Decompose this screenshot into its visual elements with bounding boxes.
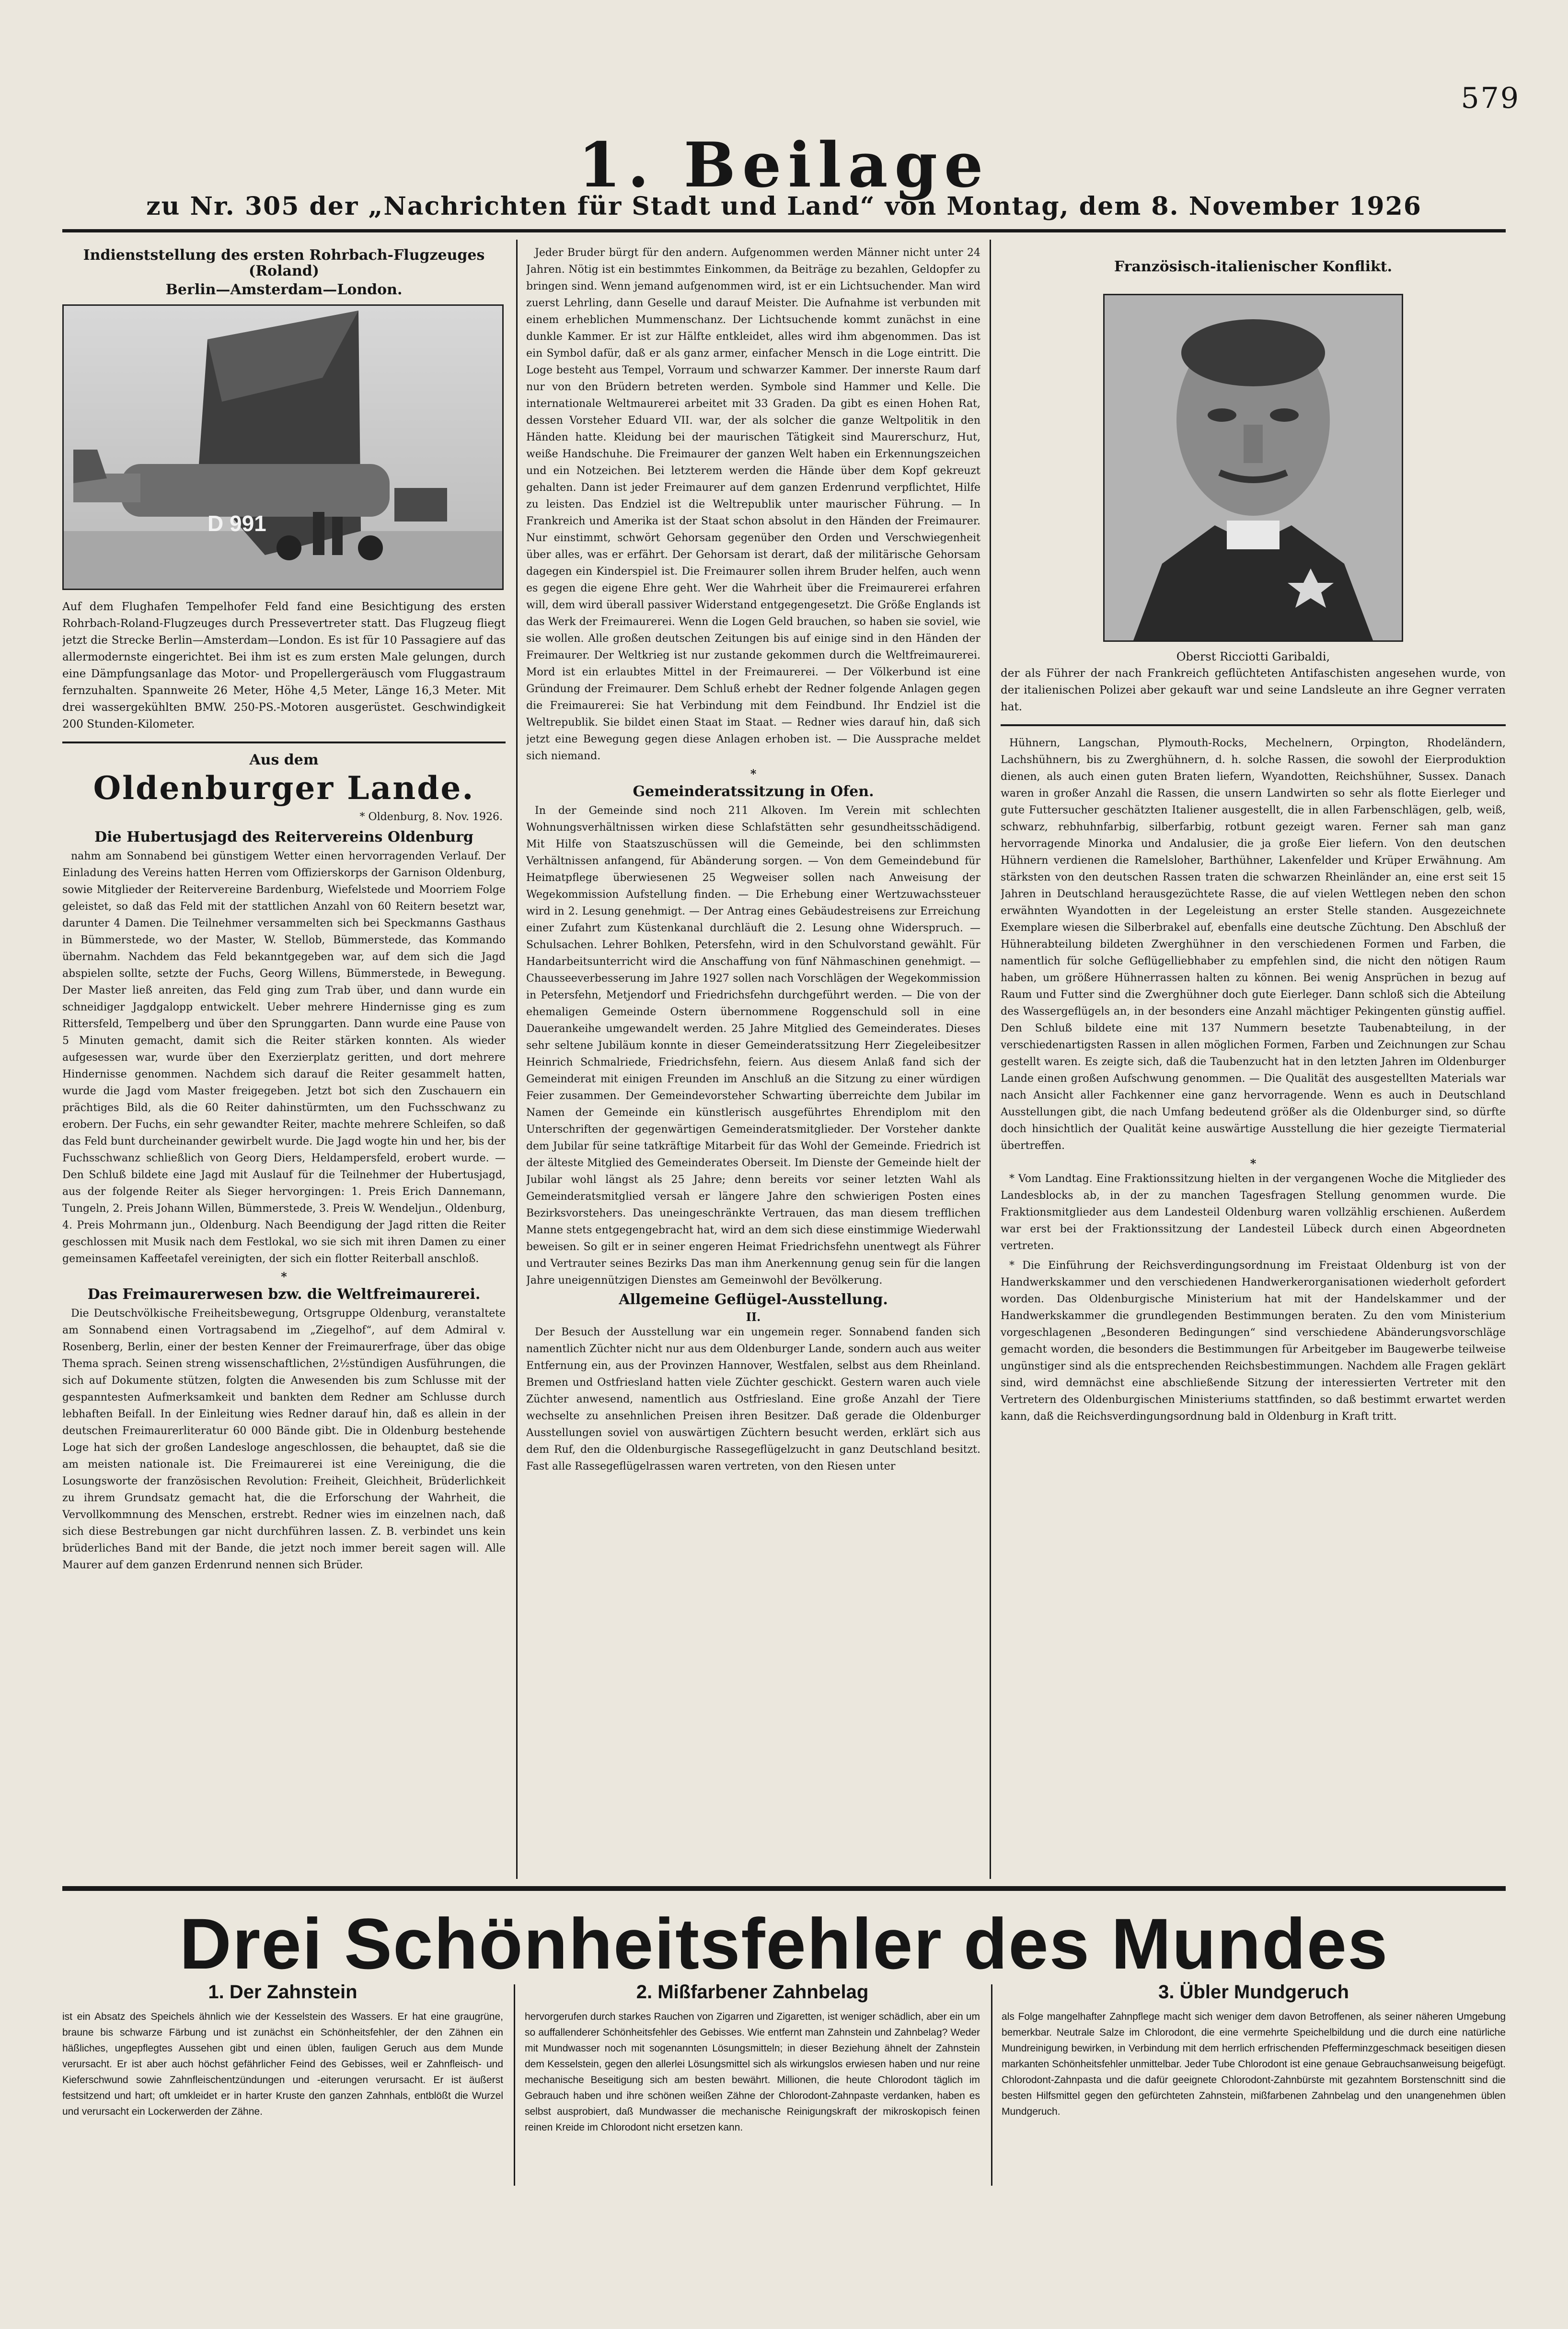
advertisement-top-rule	[62, 1886, 1506, 1891]
article-heading-freimaurer: Das Freimaurerwesen bzw. die Weltfreimaurerei.	[87, 1286, 481, 1303]
page-number: 579	[1461, 81, 1520, 115]
left-column	[62, 244, 506, 1879]
separator-star: *	[281, 1269, 287, 1284]
article-body-freimaurer-continued: Jeder Bruder bürgt für den andern. Aufgenommen werden Männer nicht unter 24 Jahren. Nötig ist ein bestimmtes Einkommen, da Beiträge zu bezahlen, Geldopfer zu bringen sind. Wenn jemand aufgenommen wird, ist er ein Lichtsuchender. Man wird zuerst Lehrling, dann Geselle und darauf Meister. Die Aufnahme ist verbunden mit einem erheblichen Mummenschanz. Der Lichtsuchende kommt zunächst in eine dunkle Kammer. Er ist zur Hälfte entkleidet, alles wird ihm abgenommen. Das ist ein Symbol dafür, daß er als ganz armer, einfacher Mensch in die Loge eintritt. Die Loge besteht aus Tempel, Vorraum und schwarzer Kammer. Der innerste Raum darf nur von den Brüdern betreten werden. Symbole sind Hammer und Kelle. Die internationale Weltmaurerei arbeitet mit 33 Graden. Da gibt es einen Hohen Rat, dessen Vorsteher Eduard VII. war, der als solcher die ganze Weltpolitik in den Händen hatte. Kleidung bei der maurischen Tätigkeit sind Maurerschurz, Hut, weiße Handschuhe. Die Freimaurer der ganzen Welt haben ein Erkennungszeichen und ein Notzeichen. Bei letzterem werden die Hände über dem Kopf gekreuzt gehalten. Dann ist jeder Freimaurer auf dem ganzen Erdenrund verpflichtet, Hilfe zu leisten. Das Endziel ist die Weltrepublik unter maurischer Führung. — In Frankreich und Amerika ist der Staat schon absolut in den Händen der Freimaurer. Nur einstimmt, schwört Gehorsam gegenüber den Orden und Verschwiegenheit über alles, was er erfährt. Der Gehorsam ist derart, daß der militärische Gehorsam dagegen ein Kinderspiel ist. Die Freimaurer sollen ihrem Bruder helfen, auch wenn es gegen die eigene Ehre geht. Wer die Wahrheit über die Freimaurerei erfahren will, dem wird überall passiver Widerstand entgegengesetzt. Die Größe Englands ist das Werk der Freimaurerei. Wenn die Logen Geld brauchen, so haben sie soviel, wie sie wollen. Alle großen deutschen Zeitungen bis auf einige sind in den Händen der Freimaurer. Der Weltkrieg ist nur zustande gekommen durch die Weltfreimaurerei. Mord ist ein erlaubtes Mittel in der Freimaurerei. — Der Völkerbund ist eine Gründung der Freimaurer. Dem Schluß erhebt der Redner folgende Anlagen gegen die Freimaurerei: Sie hat Verbindung mit dem Feindbund. Ihr Endziel ist die Weltrepublik. Sie bildet einen Staat im Staat. — Redner wies darauf hin, daß sich jetzt eine Bewegung gegen diese Anlagen erhoben ist. — Die Aussprache meldet sich niemand.	[526, 247, 980, 762]
portrait-illustration	[1105, 295, 1402, 640]
advertisement-heading-2: 2. Mißfarbener Zahnbelag	[636, 1981, 869, 2003]
section-rule	[62, 742, 506, 743]
section-title: Oldenburger Lande.	[93, 769, 475, 807]
article-body-hubertusjagd: nahm am Sonnabend bei günstigem Wetter einen hervorragenden Verlauf. Der Einladung des Vereins hatten Herren vom Offizierskorps der Garnison Oldenburg, sowie Mitglieder der Reitervereine Bardenburg, Wiefelstede und Moorriem Folge geleistet, so daß das Feld mit der stattlichen Anzahl von 60 Reitern besetzt war, darunter 4 Damen. Die Teilnehmer versammelten sich bei Speckmanns Gasthaus in Bümmerstede, wo der Master, W. Stellob, Bümmerstede, das Kommando übernahm. Nachdem das Feld bekanntgegeben war, auf dem sich die Jagd abspielen sollte, setzte der Fuchs, Georg Willens, Bümmerstede, in Bewegung. Der Master ließ anreiten, das Feld ging zum Trab über, und dann wurde ein schneidiger Jagdgalopp entwickelt. Ueber mehrere Hindernisse ging es zum Rittersfeld, Tempelberg und über den Sprunggarten. Dann wurde eine Pause von 5 Minuten gemacht, damit sich die Reiter stärken konnten. Als wieder aufgesessen war, wurde über den Exerzierplatz geritten, und dort mehrere Hindernisse genommen. Nachdem sich darauf die Reiter gesammelt hatten, wurde die Jagd vom Master freigegeben. Jetzt bot sich den Zuschauern ein prächtiges Bild, als die 60 Reiter dahinstürmten, um den Fuchsschwanz zu erobern. Der Fuchs, ein sehr gewandter Reiter, machte mehrere Schleifen, so daß das Feld bunt durcheinander gewirbelt wurde. Die Jagd wogte hin und her, bis der Fuchsschwanz schließlich von Georg Diers, Heldampersfeld, erobert wurde. — Den Schluß bildete eine Jagd mit Auslauf für die Teilnehmer der Hubertusjagd, aus der folgende Reiter als Sieger hervorgingen: 1. Preis Erich Dannemann, Tungeln, 2. Preis Johann Willen, Bümmerstede, 3. Preis W. Wendeljun., Oldenburg, 4. Preis Mohrmann jun., Oldenburg. Nach Beendigung der Jagd ritten die Reiter geschlossen mit Musik nach dem Festlokal, wo sie sich mit ihren Damen zu einer gemeinsamen Kaffeetafel vereinigten, der sich ein flotter Reiterball anschloß.	[62, 850, 506, 1265]
article-body-gefluegel: Der Besuch der Ausstellung war ein ungemein reger. Sonnabend fanden sich namentlich Züchter nicht nur aus dem Oldenburger Lande, sondern auch aus weiter Entfernung ein, aus der Provinzen Hannover, Westfalen, selbst aus dem Rheinland. Bremen und Ostfriesland hatten viele Züchter geschickt. Gestern waren auch viele Züchter anwesend, namentlich aus Ostfriesland. Eine große Anzahl der Tiere wechselte zu ansehnlichen Preisen ihren Besitzer. Daß gerade die Oldenburger Ausstellungen soviel von auswärtigen Züchtern besucht werden, erklärt sich aus dem Ruf, den die Oldenburgische Rassegeflügelzucht in ganz Deutschland besitzt. Fast alle Rassegeflügelrassen waren vertreten, von den Riesen unter	[526, 1326, 980, 1472]
article-heading-gemeinderat: Gemeinderatssitzung in Ofen.	[633, 783, 874, 800]
advertisement-heading-1: 1. Der Zahnstein	[208, 1981, 357, 2003]
portrait-photo	[1103, 294, 1403, 642]
article-subheading-route: Berlin—Amsterdam—London.	[165, 281, 403, 298]
article-heading-rohrbach: Indienststellung des ersten Rohrbach-Flugzeuges (Roland)	[83, 247, 485, 279]
article-body-gemeinderat: In der Gemeinde sind noch 211 Alkoven. Im Verein mit schlechten Wohnungsverhältnissen wirken diese Schlafstätten sehr gesundheitsschädigend. Mit Hilfe von Staatszuschüssen will die Gemeinde, bei den schlimmsten Verhältnissen anfangend, für Abänderung sorgen. — Von dem Gemeindebund für Heimatpflege überwiesenen 25 Wegweiser sollen nach Anweisung der Wegekommission Aufstellung finden. — Die Erhebung einer Wertzuwachssteuer wird in 2. Lesung genehmigt. — Der Antrag eines Gebäudestreisens zur Erreichung einer Zufahrt zum Küstenkanal durchläuft die 2. Lesung ohne Widerspruch. — Schulsachen. Lehrer Bohlken, Petersfehn, wird in den Schulvorstand gewählt. Für Handarbeitsunterricht wird die Anschaffung von fünf Nähmaschinen genehmigt. — Chausseeverbesserung im Jahre 1927 sollen nach Vorschlägen der Wegekommission in Petersfehn, Metjendorf und Friedrichsfehn durchgeführt werden. — Die von der ehemaligen Gemeinde Ostern übernommene Roggenschuld soll in eine Dauerankeihe umgewandelt werden. 25 Jahre Mitglied des Gemeinderates. Dieses sehr seltene Jubiläum konnte in dieser Gemeinderatssitzung Herr Ziegeleibesitzer Heinrich Schmalriede, Friedrichsfehn, feiern. Aus diesem Anlaß fand sich der Gemeinderat mit einigen Freunden im Anschluß an die Sitzung zu einer würdigen Feier zusammen. Der Gemeindevorsteher Schwarting überreichte dem Jubilar im Namen der Gemeinde ein künstlerisch ausgeführtes Ehrendiplom mit den Unterschriften der gegenwärtigen Gemeinderatsmitglieder. Der Vorsteher dankte dem Jubilar für seine tatkräftige Mitarbeit für das Wohl der Gemeinde. Friedrich ist der älteste Mitglied des Gemeinderates Oberseit. Im Dienste der Gemeinde hielt der Jubilar wohl längst als 25 Jahre; denn bereits vor seiner letzten Wahl als Gemeinderatsmitglied versah er längere Jahre den schwierigen Posten eines Bezirksvorstehers. Das uneingeschränkte Vertrauen, das man diesem trefflichen Manne stets entgegengebracht hat, wird an dem sich diese einstimmige Wiederwahl beweisen. So gilt er in seiner engeren Heimat Friedrichsfehn unentwegt als Führer und Vertrauter seines Bezirks Das man ihm Anerkennung genug sein für die langen Jahre uneigennützigen Dienstes am Gemeinwohl der Bevölkerung.	[526, 805, 980, 1286]
article-heading-konflikt: Französisch-italienischer Konflikt.	[1114, 258, 1393, 275]
separator-star: *	[750, 767, 757, 781]
article-body-gefluegel-continued: Hühnern, Langschan, Plymouth-Rocks, Mechelnern, Orpington, Rhodeländern, Lachshühnern, bis zu Zwerghühnern, d. h. solche Rassen, die sowohl der Eierproduktion dienen, als auch einen guten Braten liefern, Wyandotten, Reichshühner, Sussex. Danach waren in großer Anzahl die Rassen, die unsern Landwirten so sehr als flotte Eierleger und gute Futtersucher geschätzten Italiener ausgestellt, die in allen Farbenschlägen, gelb, weiß, schwarz, rebhuhnfarbig, silberfarbig, rotbunt gezeigt waren. Ferner sah man ganz hervorragende Minorka und Andalusier, die ja große Eier liefern. Von den deutschen Hühnern verdienen die Ramelsloher, Barthühner, Lakenfelder und Krüper Erwähnung. Am stärksten von den deutschen Rassen traten die schwarzen Rheinländer an, eine erst seit 15 Jahren in Deutschland herausgezüchtete Rasse, die auf vielen Wettlegen neben den schon erwähnten Wyandotten in der Legeleistung an erster Stelle standen. Ausgezeichnete Exemplare wiesen die Silberbrakel auf, ebenfalls eine deutsche Züchtung. Den Abschluß der Hühnerabteilung bildeten Zwerghühner in den verschiedenen Formen und Farben, die namentlich für solche Geflügelliebhaber zu empfehlen sind, die nicht den nötigen Raum haben, um größere Hühnerrassen halten zu können. Bei wenig Ansprüchen in bezug auf Raum und Futter sind die Zwerghühner doch gute Eierleger. Dann schloß sich die Abteilung des Wassergeflügels an, in der besonders eine Anzahl mächtiger Pekingenten günstig auffiel. Den Schluß bildete eine mit 137 Nummern besetzte Taubenabteilung, in der verschiedenartigsten Rassen in allen möglichen Formen, Farben und Zeichnungen zur Schau gestellt waren. Es zeigte sich, daß die Taubenzucht hat in den letzten Jahren im Oldenburger Lande einen großen Aufschwung genommen. — Die Qualität des ausgestellten Materials war nach Ansicht aller Fachkenner eine ganz hervorragende. Wenn es auch in Deutschland Ausstellungen gibt, die nach Umfang bedeutend größer als die Oldenburger sind, so dürfte doch hinsichtlich der Qualität keine auswärtige Ausstellung die hier gezeigte Tiermaterial übertreffen.	[1001, 737, 1506, 1152]
supplement-title: 1. Beilage	[578, 129, 990, 201]
article-heading-gefluegel: Allgemeine Geflügel-Ausstellung.	[619, 1291, 888, 1308]
advertisement-heading-3: 3. Übler Mundgeruch	[1158, 1981, 1349, 2003]
article-part-number: II.	[746, 1310, 761, 1324]
advertisement-title: Drei Schönheitsfehler des Mundes	[179, 1903, 1389, 1984]
airplane-photo	[62, 304, 504, 590]
portrait-caption-name: Oberst Ricciotti Garibaldi,	[1176, 650, 1330, 663]
middle-column	[526, 244, 980, 1879]
article-heading-hubertusjagd: Die Hubertusjagd des Reitervereins Oldenburg	[94, 828, 473, 846]
advertisement-text-1: ist ein Absatz des Speichels ähnlich wie der Kesselstein des Wassers. Er hat eine graugrüne, braune bis schwarze Färbung und ist zunächst ein Schönheitsfehler, der den Zähnen ein häßliches, ungepflegtes Aussehen gibt und einen üblen, fauligen Geruch aus dem Munde verursacht. Er ist aber auch höchst gefährlicher Feind des Gebisses, weil er Zahnfleisch- und Kieferschwund sowie Zahnfleischentzündungen und -eiterungen verursacht. Er ist äußerst festsitzend und hart; oft umkleidet er in harter Kruste den ganzen Zahnhals, entblößt die Wurzel und verursacht ein Lockerwerden der Zähne.	[62, 2011, 503, 2117]
advertisement-column-3	[1002, 1981, 1506, 2120]
portrait-caption-text: der als Führer der nach Frankreich geflüchteten Antifaschisten angesehen wurde, von der italienischen Polizei aber gekauft war und seine Landsleute an ihre Gegner verraten hat.	[1001, 667, 1506, 713]
article-body-reichsverdingung: * Die Einführung der Reichsverdingungsordnung im Freistaat Oldenburg ist von der Handwerkskammer und den verschiedenen Handwerkerorganisationen wiederholt gefordert worden. Das Oldenburgische Ministerium hat mit der Handelskammer und der Handwerkskammer die grundlegenden Bestimmungen beraten. Zu den vom Ministerium vorgeschlagenen „Besonderen Bedingungen“ sind verschiedene Abänderungsvorschläge gemacht worden, die besonders die Bestimmungen für Arbeitgeber im Baugewerbe teilweise ungünstiger sind als die entsprechenden Reichsbestimmungen. Nachdem alle Fragen geklärt sind, wird demnächst eine abschließende Sitzung der interessierten Vertreter mit den Vertretern des Oldenburgischen Ministeriums stattfinden, so daß bestimmt erwartet werden kann, daß die Reichsverdingungsordnung bald in Oldenburg in Kraft tritt.	[1001, 1260, 1506, 1423]
advertisement-column-1	[62, 1981, 503, 2120]
advertisement-rule-2	[991, 1984, 992, 2186]
advertisement-rule-1	[514, 1984, 515, 2186]
article-body-landtag: * Vom Landtag. Eine Fraktionssitzung hielten in der vergangenen Woche die Mitglieder des Landesblocks ab, in der zu manchen Tagesfragen Stellung genommen wurde. Die Fraktionsmitglieder aus dem Landesteil Oldenburg waren vollzählig erschienen. Außerdem war erst bei der Fraktionssitzung der Landesteil Lübeck durch einen Abgeordneten vertreten.	[1001, 1173, 1506, 1252]
masthead	[0, 129, 1568, 201]
masthead-rule	[62, 229, 1506, 232]
article-body-freimaurer: Die Deutschvölkische Freiheitsbewegung, Ortsgruppe Oldenburg, veranstaltete am Sonnabend einen Vortragsabend im „Ziegelhof“, auf dem Admiral v. Rosenberg, Berlin, einer der besten Kenner der Freimaurerfrage, über das obige Thema sprach. Seinen streng wissenschaftlichen, 2½stündigen Ausführungen, die sich auf Dokumente stützen, folgten die Anwesenden bis zum Schlusse mit der gespanntesten Aufmerksamkeit und bankten dem Redner am Schlusse durch lebhaften Beifall. In der Einleitung wies Redner darauf hin, daß es allein in der deutschen Freimaurerliteratur 60 000 Bände gibt. Die in Oldenburg bestehende Loge hat sich der großen Landesloge angeschlossen, die behauptet, daß sie die am meisten nationale ist. Die Freimaurerei ist eine Vereinigung, die die Losungsworte der französischen Revolution: Freiheit, Gleichheit, Brüderlichkeit zu ihrem Grundsatz gemacht hat, die die Erforschung der Wahrheit, die Vervollkommnung des Menschen, erstrebt. Redner wies im einzelnen nach, daß sich diese Bestrebungen gar nicht durchführen lassen. Z. B. verbindet uns kein brüderliches Band mit der Bande, die jetzt noch immer bereit sagen will. Alle Maurer auf dem ganzen Erdenrund nennen sich Brüder.	[62, 1307, 506, 1571]
airplane-photo-caption: Auf dem Flughafen Tempelhofer Feld fand eine Besichtigung des ersten Rohrbach-Roland-Flugzeuges durch Pressevertreter statt. Das Flugzeug fliegt jetzt die Strecke Berlin—Amsterdam—London. Es ist für 10 Passagiere auf das allermodernste eingerichtet. Bei ihm ist es zum ersten Male gelungen, durch eine Dämpfungsanlage das Motor- und Propellergeräusch vom Fluggastraum fernzuhalten. Spannweite 26 Meter, Höhe 4,5 Meter, Länge 16,3 Meter. Mit drei wassergekühlten BMW. 250-PS.-Motoren ausgerüstet. Geschwindigkeit 200 Stunden-Kilometer.	[62, 601, 506, 730]
advertisement-column-2	[525, 1981, 980, 2135]
plane-registration: D 991	[208, 511, 266, 536]
column-rule-1	[516, 240, 518, 1879]
dateline: * Oldenburg, 8. Nov. 1926.	[359, 811, 503, 823]
advertisement-text-3: als Folge mangelhafter Zahnpflege macht sich weniger dem davon Betroffenen, als seiner näheren Umgebung bemerkbar. Neutrale Salze im Chlorodont, die eine vermehrte Speichelbildung und die durch eine natürliche Mundreinigung bewirken, in Verbindung mit dem herrlich erfrischenden Pfefferminzgeschmack beseitigen diesen markanten Schönheitsfehler unmittelbar. Jeder Tube Chlorodont ist eine genaue Gebrauchsanweisung beigefügt. Chlorodont-Zahnpasta und die dafür geeignete Chlorodont-Zahnbürste mit gezahntem Borstenschnitt sind die besten Hilfsmittel gegen den gefürchteten Zahnstein, mißfarbenen Zahnbelag und den unangenehmen üblen Mundgeruch.	[1002, 2011, 1506, 2117]
section-rule	[1001, 724, 1506, 726]
airplane-illustration	[64, 306, 502, 589]
issue-line: zu Nr. 305 der „Nachrichten für Stadt und Land“ von Montag, dem 8. November 1926	[146, 192, 1422, 221]
separator-star: *	[1250, 1157, 1257, 1170]
section-kicker: Aus dem	[249, 752, 319, 768]
right-column	[1001, 244, 1506, 1879]
column-rule-2	[990, 240, 991, 1879]
advertisement-text-2: hervorgerufen durch starkes Rauchen von Zigarren und Zigaretten, ist weniger schädlich, aber ein um so auffallenderer Schönheitsfehler des Gebisses. Wie entfernt man Zahnstein und Zahnbelag? Weder mit Mundwasser noch mit sogenannten Lösungsmitteln; in dieser Beziehung ähnelt der Zahnstein dem Kesselstein, gegen den allerlei Lösungsmittel sich als wirkungslos erwiesen haben und nur reine mechanische Beseitigung sich am besten bewährt. Millionen, die heute Chlorodont täglich im Gebrauch haben und ihre schönen weißen Zähne der Chlorodont-Zahnpaste verdanken, haben es selbst ausprobiert, daß Mundwasser die mechanische Reinigungskraft der mikroskopisch feinen reinen Kreide im Chlorodont nicht ersetzen kann.	[525, 2011, 980, 2133]
